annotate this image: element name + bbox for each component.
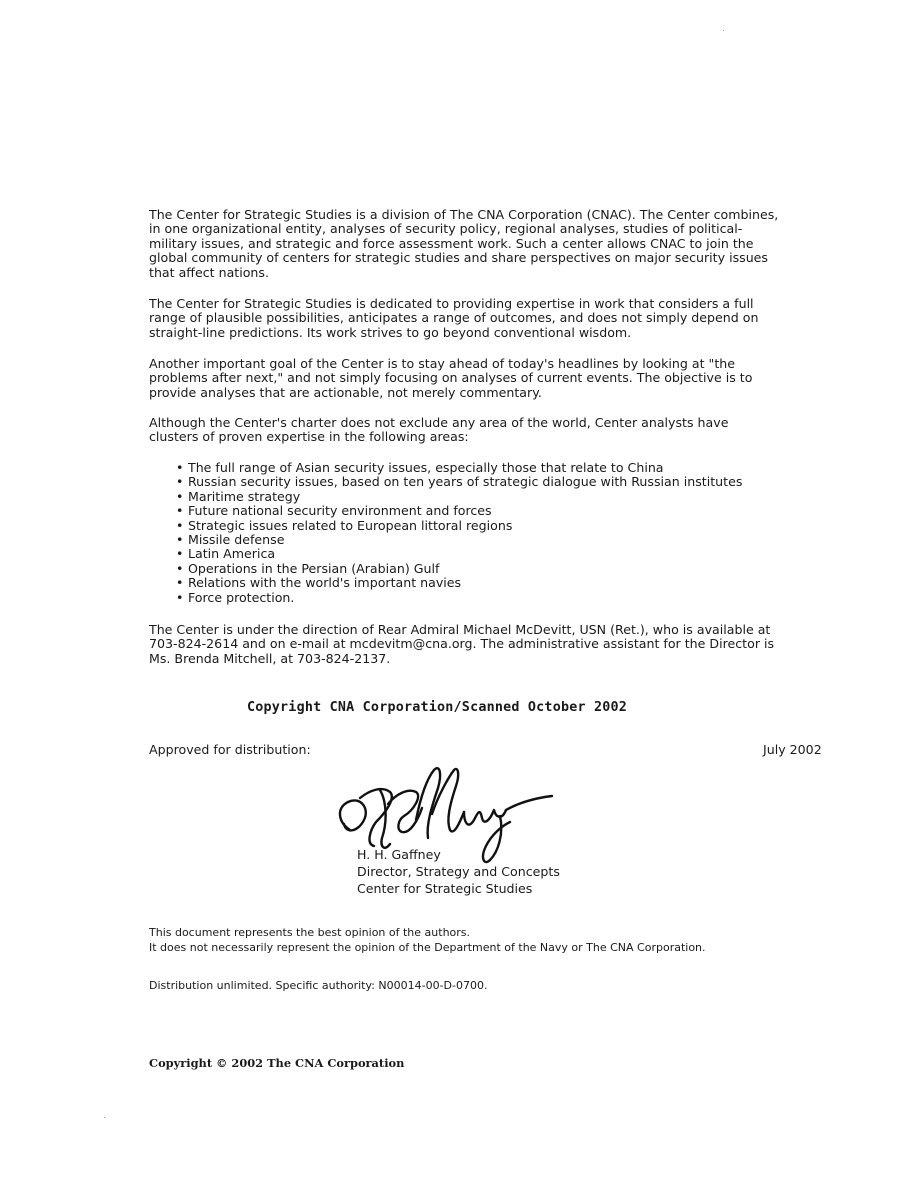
expertise-list xyxy=(176,461,776,605)
list-item: • Future national security environment and forces xyxy=(176,503,492,519)
intro-paragraph: The Center for Strategic Studies is a division of The CNA Corporation (CNAC). The Center combines, in one organizational entity, analyses of security policy, regional analyses, studies of political-military issues, and strategic and force assessment work. Such a center allows CNAC to join the global community of centers for strategic studies and share perspectives on major security issues that affect nations. xyxy=(149,207,779,280)
list-item: • Missile defense xyxy=(176,532,285,548)
bullet-icon: • xyxy=(176,503,184,519)
expertise-intro-paragraph: Although the Center's charter does not exclude any area of the world, Center analysts have clusters of proven expertise in the following areas: xyxy=(149,415,729,445)
bullet-icon: • xyxy=(176,575,184,591)
list-item: • Maritime strategy xyxy=(176,488,301,504)
approval-label: Approved for distribution: xyxy=(149,742,311,757)
mission-paragraph: The Center for Strategic Studies is dedicated to providing expertise in work that considers a full range of plausible possibilities, anticipates a range of outcomes, and does not simply depend on straight-line predictions. Its work strives to go beyond conventional wisdom. xyxy=(149,296,759,340)
list-item: • Operations in the Persian (Arabian) Gulf xyxy=(176,560,440,576)
disclaimer-line-1: This document represents the best opinion of the authors. xyxy=(149,926,471,939)
bullet-icon: • xyxy=(176,532,184,548)
bullet-icon: • xyxy=(176,589,184,605)
disclaimer xyxy=(149,925,706,955)
signatory-title: Director, Strategy and Concepts xyxy=(357,864,560,879)
signatory-org: Center for Strategic Studies xyxy=(357,881,533,896)
bullet-icon: • xyxy=(176,517,184,533)
distribution-statement: Distribution unlimited. Specific authority: N00014-00-D-0700. xyxy=(149,979,488,992)
approval-date: July 2002 xyxy=(763,742,822,757)
list-item: • Strategic issues related to European littoral regions xyxy=(176,517,513,533)
scan-copyright-note: Copyright CNA Corporation/Scanned October 2002 xyxy=(247,700,628,715)
list-item: • Force protection. xyxy=(176,589,295,605)
bullet-icon: • xyxy=(176,488,184,504)
list-item: • Relations with the world's important navies xyxy=(176,575,462,591)
director-paragraph: The Center is under the direction of Rear Admiral Michael McDevitt, USN (Ret.), who is available at 703-824-2614 and on e-mail at mcdevitm@cna.org. The administrative assistant for the Director is Ms. Brenda Mitchell, at 703-824-2137. xyxy=(149,622,775,666)
footer-copyright: Copyright © 2002 The CNA Corporation xyxy=(149,1056,405,1070)
bullet-icon: • xyxy=(176,546,184,562)
bullet-icon: • xyxy=(176,474,184,490)
list-item: • Russian security issues, based on ten years of strategic dialogue with Russian institutes xyxy=(176,474,743,490)
goal-paragraph: Another important goal of the Center is to stay ahead of today's headlines by looking at "the problems after next," and not simply focusing on analyses of current events. The objective is to provide analyses that are actionable, not merely commentary. xyxy=(149,356,753,400)
signature-block xyxy=(357,846,560,897)
scan-speck xyxy=(104,1117,105,1118)
disclaimer-line-2: It does not necessarily represent the opinion of the Department of the Navy or The CNA Corporation. xyxy=(149,941,706,954)
list-item: • The full range of Asian security issues, especially those that relate to China xyxy=(176,460,664,475)
list-item: • Latin America xyxy=(176,546,276,562)
bullet-icon: • xyxy=(176,560,184,576)
bullet-icon: • xyxy=(176,460,184,475)
signatory-name: H. H. Gaffney xyxy=(357,847,441,862)
scan-speck xyxy=(723,30,724,31)
